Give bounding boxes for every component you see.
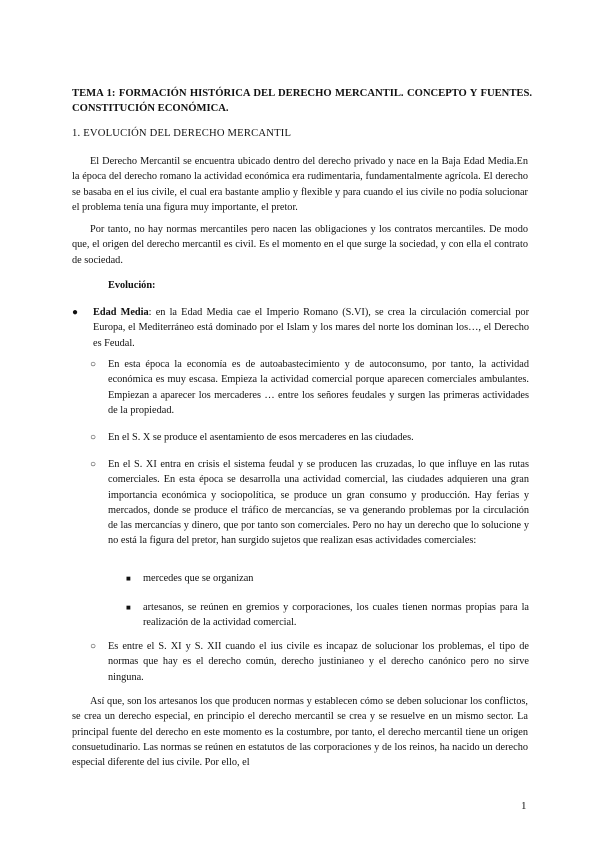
bullet-marker-level2: ○ <box>90 359 97 370</box>
sub-list-item: En esta época la economía es de autoabastecimiento y de autoconsumo, por tanto, la actividad económica es muy escasa. Empieza la actividad comercial porque aparecen comerciales ambulantes. Empiezan a aparecer los mercaderes … entre los señores feudales y surgen las primeras actividades de la propiedad. <box>108 359 529 416</box>
sub-list-item: Es entre el S. XI y S. XII cuando el ius civile es incapaz de solucionar los problemas, el tipo de normas que hay es el derecho común, derecho justinianeo y el derecho canónico pero no sirve ninguna. <box>108 641 529 683</box>
sub-list-item: En el S. XI entra en crisis el sistema feudal y se producen las cruzadas, lo que influye en las rutas comerciales. En esta época se desarrolla una actividad comercial, las ciudades adquieren una gran importancia económica y sociopolítica, se produce un gran consumo y producción. Hay ferias y mercados, donde se produce el tráfico de mercancías, se va generando problemas por la circulación de las mercancías y dinero, que por tanto son comerciales. Pero no hay un derecho que lo solucione y no está la figura del pretor, han surgido sujetos que realizan esas actividades comerciales: <box>108 459 529 547</box>
paragraph-origin: Por tanto, no hay normas mercantiles pero nacen las obligaciones y los contratos mercantiles. De modo que, el origen del derecho mercantil es civil. Es el momento en el que surge la sociedad, y con ella el contrato de sociedad. <box>72 224 528 266</box>
list-item-term: Edad Media <box>93 307 149 318</box>
bullet-marker-level2: ○ <box>90 459 97 470</box>
bullet-marker-level2: ○ <box>90 432 97 443</box>
bullet-marker-level3: ■ <box>126 603 131 612</box>
list-item-edad-media <box>93 305 529 351</box>
section-heading: 1. EVOLUCIÓN DEL DERECHO MERCANTIL <box>72 128 292 139</box>
paragraph-intro: El Derecho Mercantil se encuentra ubicado dentro del derecho privado y nace en la Baja Edad Media.En la época del derecho romano la actividad económica era rudimentaria, fundamentalmente agrícola. El derecho se basaba en el ius civile, el cual era bastante amplio y flexible y para cuando el ius civile no podía solucionar el problema tenía una figura muy importante, el pretor. <box>72 156 528 213</box>
sub-sub-list-item: mercedes que se organizan <box>143 573 254 584</box>
sub-list-item: En el S. X se produce el asentamiento de esos mercaderes en las ciudades. <box>108 432 414 443</box>
bullet-marker-level1: ● <box>72 307 79 318</box>
list-item-text: : en la Edad Media cae el Imperio Romano (S.VI), se crea la circulación comercial por Europa, el Mediterráneo está dominado por el Islam y los mares del norte los dominan los…, el Derecho es Feudal. <box>93 307 530 349</box>
paragraph-closing: Así que, son los artesanos los que producen normas y establecen cómo se deben solucionar los conflictos, se crea un derecho especial, en principio el derecho mercantil se crea y se resuelve en un mismo sector. La principal fuente del derecho en este momento es la costumbre, por tanto, el derecho mercantil tiene un origen consuetudinario. Las normas se reúnen en estatutos de las corporaciones y de los reinos, ha nacido un derecho especial diferente del ius civile. Por ello, el <box>72 696 528 769</box>
bullet-marker-level3: ■ <box>126 574 131 583</box>
evolution-heading: Evolución: <box>108 280 156 291</box>
bullet-marker-level2: ○ <box>90 641 97 652</box>
page-number: 1 <box>521 800 527 812</box>
sub-sub-list-item: artesanos, se reúnen en gremios y corporaciones, los cuales tienen normas propias para la realización de la actividad comercial. <box>143 602 529 629</box>
document-title: TEMA 1: FORMACIÓN HISTÓRICA DEL DERECHO MERCANTIL. CONCEPTO Y FUENTES. CONSTITUCIÓN ECONÓMICA. <box>72 88 532 114</box>
